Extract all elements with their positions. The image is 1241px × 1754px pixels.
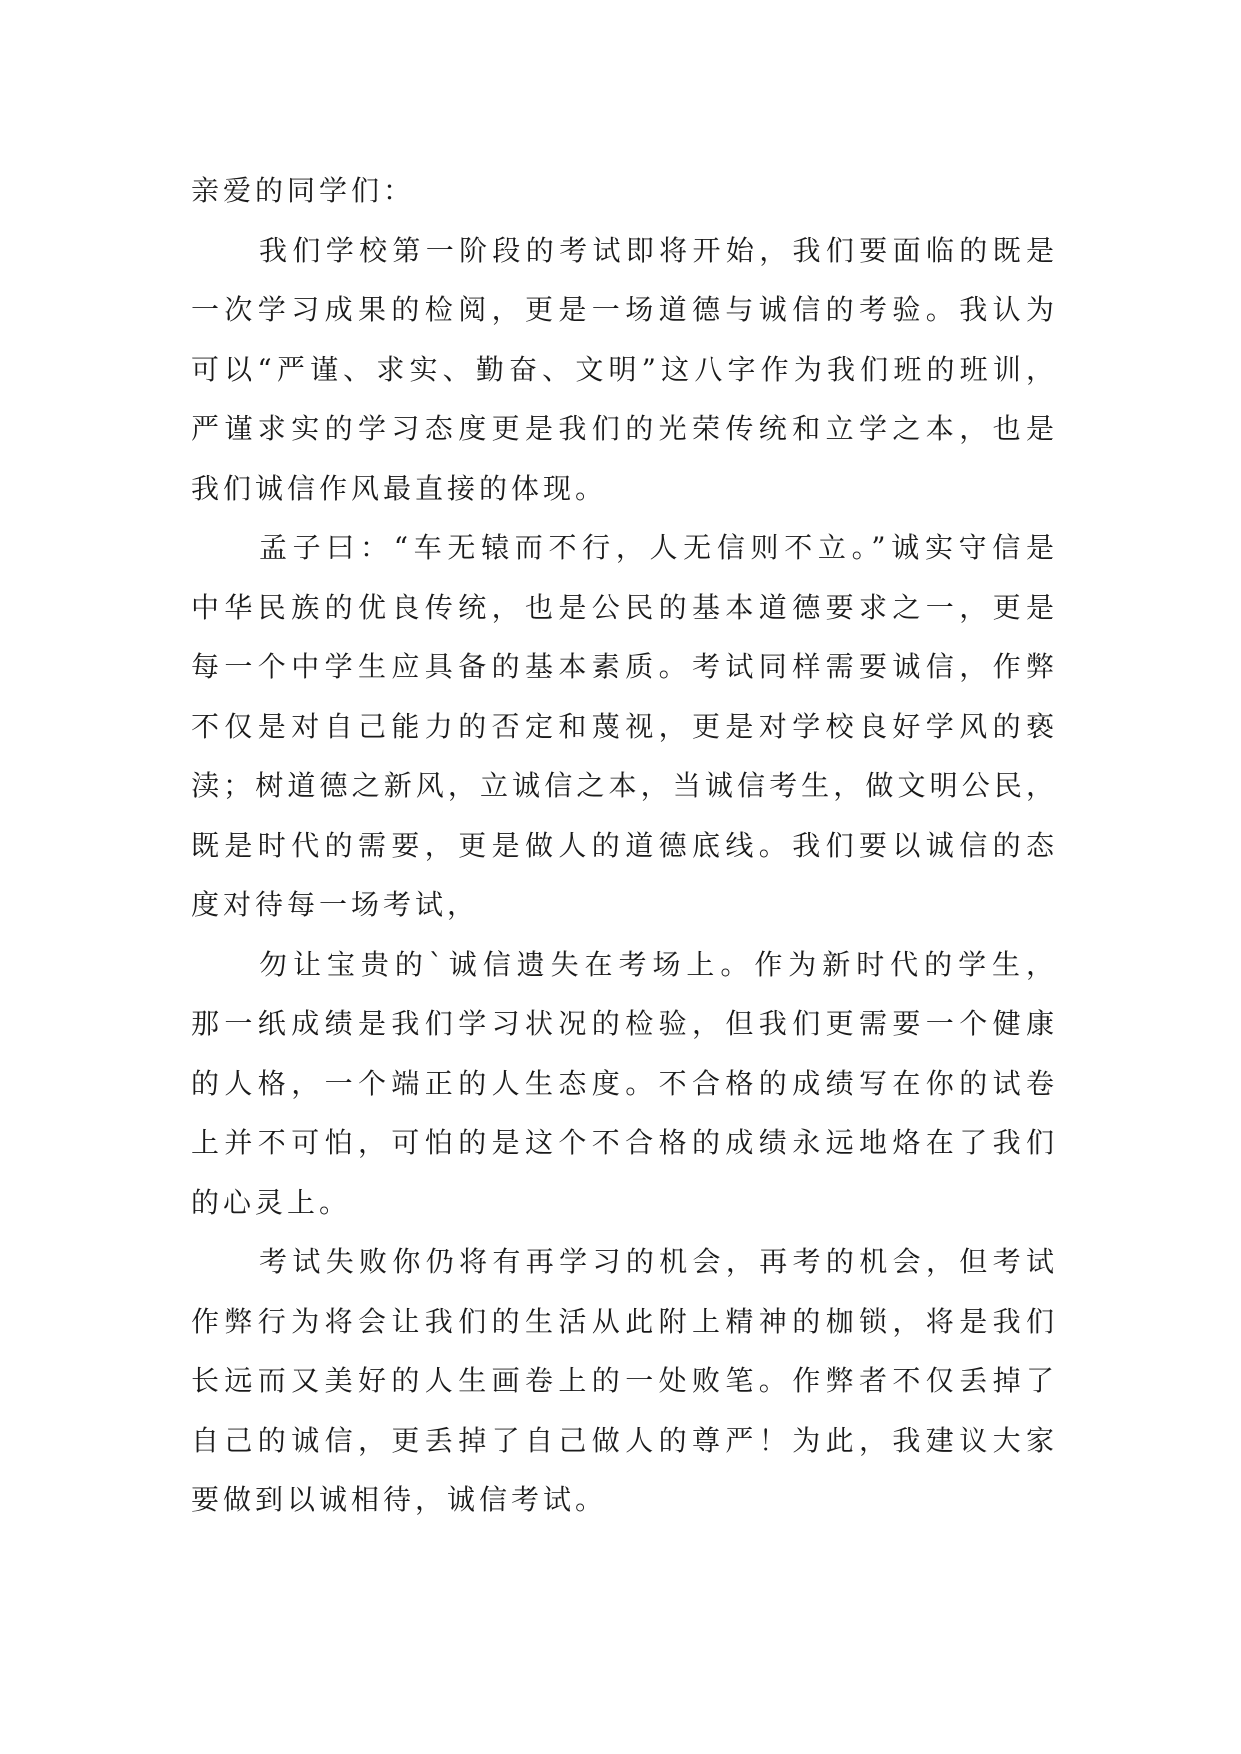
- text-line: 中华民族的优良传统，也是公民的基本道德要求之一，更是: [191, 590, 1058, 624]
- text-line: 孟子曰：“车无辕而不行，人无信则不立。”诚实守信是: [259, 531, 1058, 564]
- text-line: 上并不可怕，可怕的是这个不合格的成绩永远地烙在了我们: [191, 1126, 1058, 1159]
- text-line: 的人格，一个端正的人生态度。不合格的成绩写在你的试卷: [191, 1066, 1058, 1100]
- text-line: 每一个中学生应具备的基本素质。考试同样需要诚信，作弊: [191, 650, 1058, 683]
- text-line: 自己的诚信，更丢掉了自己做人的尊严！为此，我建议大家: [191, 1423, 1058, 1457]
- paragraph: [191, 935, 1058, 1233]
- text-line: 作弊行为将会让我们的生活从此附上精神的枷锁，将是我们: [191, 1304, 1058, 1338]
- text-line: 勿让宝贵的`诚信遗失在考场上。作为新时代的学生，: [259, 947, 1058, 981]
- text-line: 既是时代的需要，更是做人的道德底线。我们要以诚信的态: [191, 828, 1058, 862]
- text-line: 那一纸成绩是我们学习状况的检验，但我们更需要一个健康: [191, 1007, 1058, 1040]
- text-line: 严谨求实的学习态度更是我们的光荣传统和立学之本，也是: [191, 412, 1058, 445]
- text-line: 长远而又美好的人生画卷上的一处败笔。作弊者不仅丢掉了: [191, 1364, 1058, 1397]
- paragraph: [191, 518, 1058, 935]
- text-line: 要做到以诚相待，诚信考试。: [191, 1483, 608, 1516]
- text-line: 一次学习成果的检阅，更是一场道德与诚信的考验。我认为: [191, 293, 1058, 326]
- paragraph: [191, 221, 1058, 519]
- text-line: 我们学校第一阶段的考试即将开始，我们要面临的既是: [259, 233, 1058, 267]
- text-line: 考试失败你仍将有再学习的机会，再考的机会，但考试: [259, 1245, 1058, 1278]
- salutation: 亲爱的同学们：: [191, 174, 416, 207]
- text-line: 的心灵上。: [191, 1185, 352, 1219]
- text-line: 我们诚信作风最直接的体现。: [191, 471, 608, 505]
- paragraph: [191, 1232, 1058, 1530]
- text-line: 渎；树道德之新风，立诚信之本，当诚信考生，做文明公民，: [191, 769, 1058, 802]
- document-body: [191, 161, 1058, 1530]
- text-line: 不仅是对自己能力的否定和蔑视，更是对学校良好学风的亵: [191, 709, 1058, 743]
- text-line: 可以“严谨、求实、勤奋、文明”这八字作为我们班的班训，: [191, 352, 1058, 386]
- text-line: 度对待每一场考试，: [191, 888, 480, 921]
